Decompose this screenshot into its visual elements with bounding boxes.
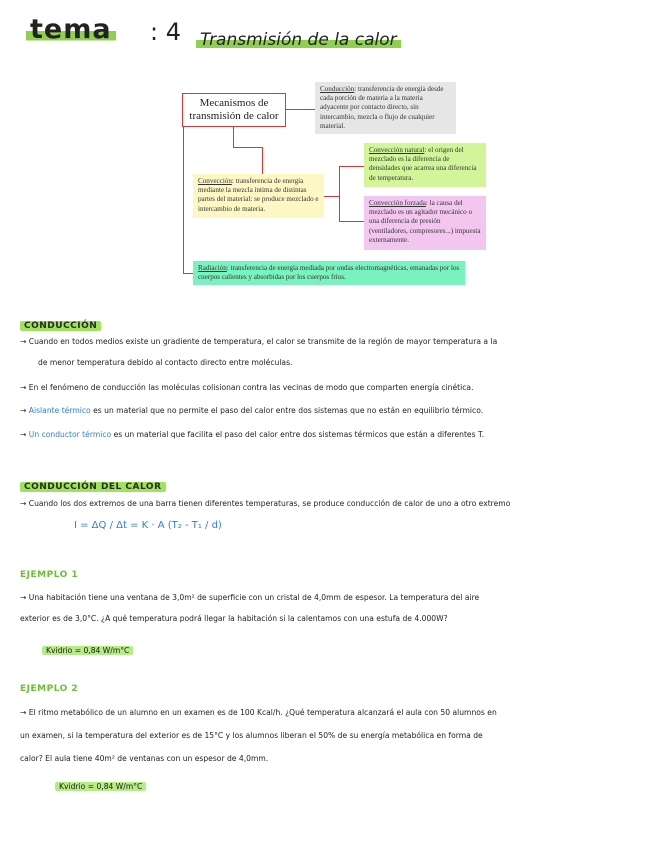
ejemplo-2-line-2: un examen, si la temperatura del exterior es de 15°C y los alumnos liberan el 50% de su energía metabólica en forma de: [20, 731, 483, 740]
formula-left: I = ΔQ / Δt: [74, 520, 127, 531]
arrow-icon: →: [20, 430, 27, 439]
ejemplo-2-heading: EJEMPLO 2: [20, 684, 79, 694]
ejemplo-1-line-2: exterior es de 3,0°C. ¿A qué temperatura podrá llegar la habitación si la calentamos con una estufa de 4.000W?: [20, 614, 448, 623]
conduccion-label: Conducción: [320, 85, 355, 93]
tema-number: : 4: [150, 18, 181, 46]
conveccion-forzada-text: : la causa del mezclado es un agitador mecánico o una diferencia de presión (ventiladores, compresores...) impuesta externamente.: [369, 199, 481, 244]
conveccion-natural-text: : el origen del mezclado es la diferencia de densidades que acarrea una diferencia de temperatura.: [369, 146, 477, 182]
connector-line: [233, 147, 263, 148]
conduccion-heading-text: CONDUCCIÓN: [20, 321, 101, 331]
ejemplo-1-heading: EJEMPLO 1: [20, 570, 79, 580]
arrow-icon: →: [20, 499, 27, 508]
conduccion-calor-line-1: [20, 499, 510, 509]
ejemplo-2-constant-text: Kvidrio = 0,84 W/m°C: [55, 782, 146, 791]
conduccion-heading: [20, 313, 101, 332]
formula-right: = K · A (T₂ - T₁ / d): [130, 520, 222, 531]
ejemplo-2-line-3: calor? El aula tiene 40m² de ventanas con un espesor de 4,0mm.: [20, 754, 269, 763]
ejemplo-1-constant: [42, 638, 133, 657]
arrow-icon: →: [20, 406, 27, 415]
conduccion-line-1b: de menor temperatura debido al contacto directo entre moléculas.: [38, 358, 293, 367]
connector-line: [324, 196, 339, 197]
conduccion-calor-text-1: Cuando los dos extremos de una barra tienen diferentes temperaturas, se produce conducción de calor de uno a otro extremo: [28, 499, 511, 508]
connector-line: [262, 147, 263, 174]
ejemplo-1-constant-text: Kvidrio = 0,84 W/m°C: [42, 646, 133, 655]
conduccion-calor-heading: [20, 474, 166, 493]
arrow-icon: →: [20, 593, 27, 602]
heat-formula: [74, 520, 222, 531]
ejemplo-2-constant: [55, 774, 146, 793]
arrow-icon: →: [20, 337, 27, 346]
tema-heading: tema: [26, 14, 116, 45]
ejemplo-2-text-1: El ritmo metabólico de un alumno en un examen es de 100 Kcal/h. ¿Qué temperatura alcanzará el aula con 50 alumnos en: [28, 708, 497, 717]
radiacion-text: : transferencia de energía mediada por ondas electromagnéticas, emanadas por los cuerpos calientes y absorbidas por los cuerpos fríos.: [198, 264, 460, 282]
conductor-termico-term: Un conductor térmico: [28, 430, 112, 439]
connector-line: [339, 221, 364, 222]
conveccion-forzada-box: [364, 196, 486, 250]
conveccion-natural-label: Convección natural: [369, 146, 425, 154]
arrow-icon: →: [20, 708, 27, 717]
conduccion-line-2: [20, 383, 474, 393]
mechanisms-box: Mecanismos de transmisión de calor: [182, 93, 286, 127]
connector-line: [183, 127, 184, 274]
conduccion-text: : transferencia de energía desde cada porción de materia a la materia adyacente por contacto directo, sin intercambio, mezcla o flujo de cualquier material.: [320, 85, 444, 130]
radiacion-box: [193, 261, 465, 285]
connector-line: [339, 166, 364, 167]
conduccion-line-4: [20, 430, 484, 440]
ejemplo-2-line-1: [20, 708, 497, 718]
conduccion-line-1: [20, 337, 497, 347]
conduccion-text-3: es un material que no permite el paso del calor entre dos sistemas que no están en equilibrio térmico.: [93, 406, 484, 415]
conveccion-label: Convección: [198, 177, 232, 185]
connector-line: [286, 109, 315, 110]
conduccion-line-3: [20, 406, 483, 416]
arrow-icon: →: [20, 383, 27, 392]
connector-line: [233, 127, 234, 148]
conveccion-forzada-label: Convección forzada: [369, 199, 426, 207]
aislante-termico-term: Aislante térmico: [28, 406, 91, 415]
conveccion-text: : transferencia de energía mediante la mezcla íntima de distintas partes del material: se produce mezclado e intercambio de materia.: [198, 177, 319, 213]
conveccion-natural-box: [364, 143, 486, 187]
conduccion-text-1: Cuando en todos medios existe un gradiente de temperatura, el calor se transmite de la región de mayor temperatura a la: [28, 337, 498, 346]
conduccion-text-2: En el fenómeno de conducción las moléculas colisionan contra las vecinas de modo que comparten energía cinética.: [28, 383, 474, 392]
page-title: Transmisión de la calor: [196, 30, 401, 50]
conduccion-box: [315, 82, 456, 134]
ejemplo-1-line-1: [20, 593, 479, 603]
conduccion-text-4: es un material que facilita el paso del calor entre dos sistemas térmicos que están a diferentes T.: [113, 430, 485, 439]
connector-line: [339, 166, 340, 222]
conveccion-box: [193, 174, 324, 218]
connector-line: [183, 273, 193, 274]
radiacion-label: Radiación: [198, 264, 227, 272]
conduccion-calor-heading-text: CONDUCCIÓN DEL CALOR: [20, 482, 166, 492]
ejemplo-1-text-1: Una habitación tiene una ventana de 3,0m² de superficie con un cristal de 4,0mm de espesor. La temperatura del aire: [28, 593, 480, 602]
